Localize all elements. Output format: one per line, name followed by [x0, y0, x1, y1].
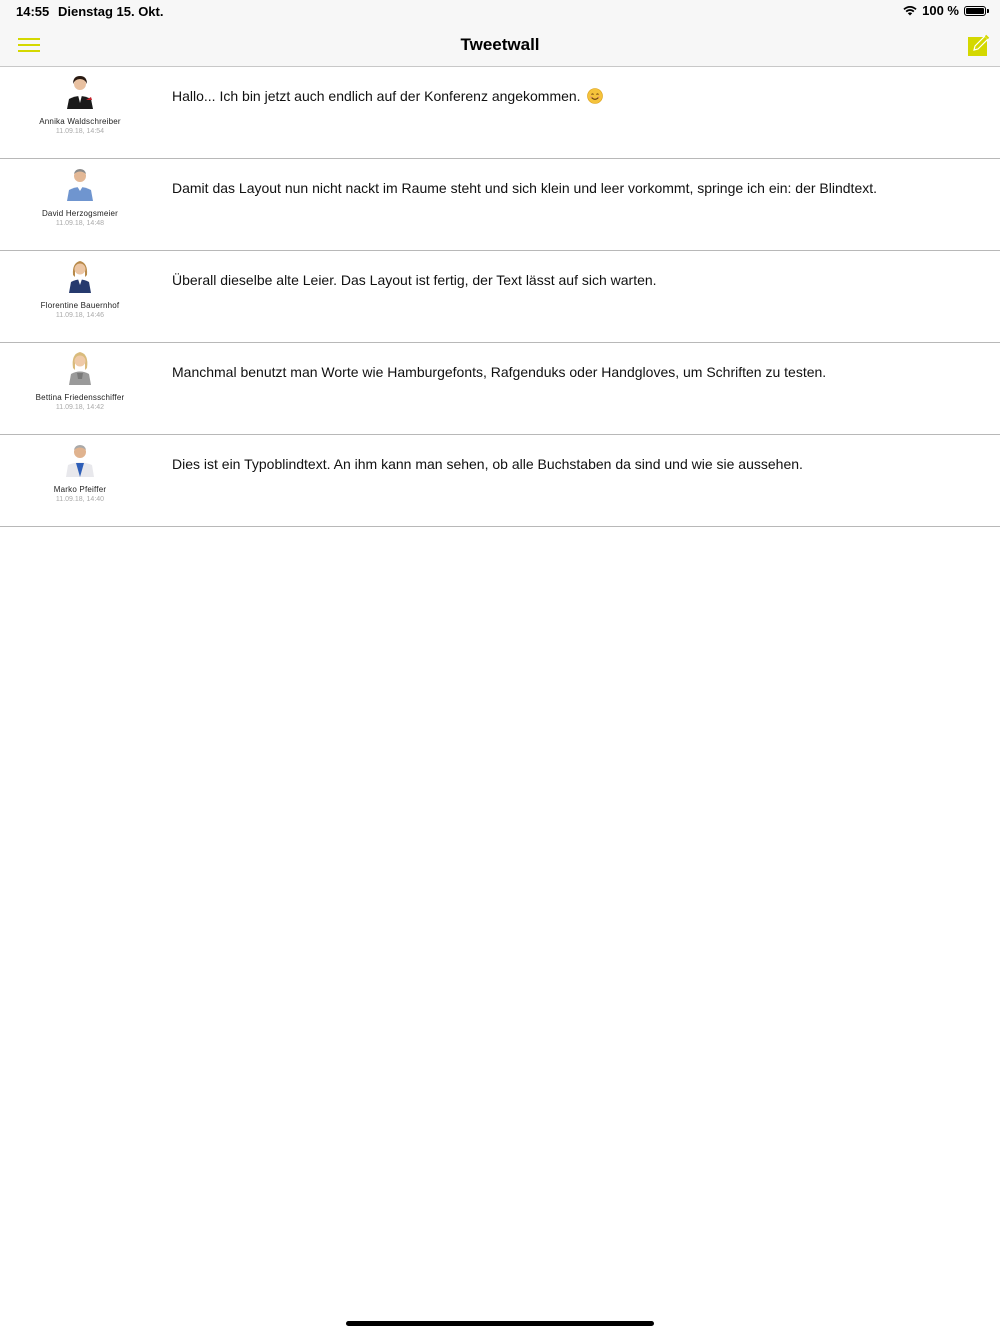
tweet-text	[172, 180, 877, 196]
tweet-text-content: Überall dieselbe alte Leier. Das Layout ist fertig, der Text lässt auf sich warten.	[172, 272, 657, 288]
author-name: Marko Pfeiffer	[53, 485, 107, 494]
tweet-row[interactable]	[0, 435, 1000, 527]
status-indicators	[903, 3, 986, 18]
compose-icon[interactable]	[968, 34, 990, 56]
tweet-text	[172, 364, 826, 380]
author-block	[0, 73, 160, 135]
tweet-timestamp: 11.09.18, 14:40	[55, 496, 105, 503]
tweet-text	[172, 88, 603, 104]
tweet-row[interactable]	[0, 159, 1000, 251]
avatar	[63, 257, 97, 293]
tweet-text	[172, 272, 657, 288]
home-indicator[interactable]	[346, 1321, 654, 1326]
tweet-timestamp: 11.09.18, 14:42	[55, 404, 105, 411]
author-name: Florentine Bauernhof	[40, 301, 120, 310]
wifi-icon	[903, 5, 917, 16]
battery-icon	[964, 6, 986, 16]
tweet-text-content: Dies ist ein Typoblindtext. An ihm kann man sehen, ob alle Buchstaben da sind und wie sie aussehen.	[172, 456, 803, 472]
author-block	[0, 441, 160, 503]
tweet-text	[172, 456, 803, 472]
tweet-timestamp: 11.09.18, 14:48	[55, 220, 105, 227]
author-block	[0, 165, 160, 227]
tweet-row[interactable]	[0, 251, 1000, 343]
status-time: 14:55	[16, 4, 50, 19]
tweet-text-content: Hallo... Ich bin jetzt auch endlich auf der Konferenz angekommen.	[172, 88, 581, 104]
tweet-timestamp: 11.09.18, 14:54	[55, 128, 105, 135]
navigation-bar	[0, 24, 1000, 67]
tweet-row[interactable]	[0, 343, 1000, 435]
author-name: Bettina Friedensschiffer	[35, 393, 125, 402]
status-bar	[0, 0, 1000, 24]
tweet-text-content: Damit das Layout nun nicht nackt im Raume steht und sich klein und leer vorkommt, springe ich ein: der Blindtext.	[172, 180, 878, 196]
author-block	[0, 257, 160, 319]
author-name: Annika Waldschreiber	[39, 117, 121, 126]
page-title: Tweetwall	[460, 35, 540, 54]
tweet-timestamp: 11.09.18, 14:46	[55, 312, 105, 319]
tweet-feed[interactable]	[0, 67, 1000, 527]
smiling-face-emoji-icon	[587, 88, 603, 104]
battery-percentage: 100 %	[922, 3, 959, 18]
tweet-text-content: Manchmal benutzt man Worte wie Hamburgefonts, Rafgenduks oder Handgloves, um Schriften zu testen.	[172, 364, 827, 380]
author-block	[0, 349, 160, 411]
avatar	[63, 441, 97, 477]
avatar	[63, 349, 97, 385]
status-date: Dienstag 15. Okt.	[58, 4, 164, 19]
author-name: David Herzogsmeier	[41, 209, 119, 218]
avatar	[63, 73, 97, 109]
avatar	[63, 165, 97, 201]
tweet-row[interactable]	[0, 67, 1000, 159]
